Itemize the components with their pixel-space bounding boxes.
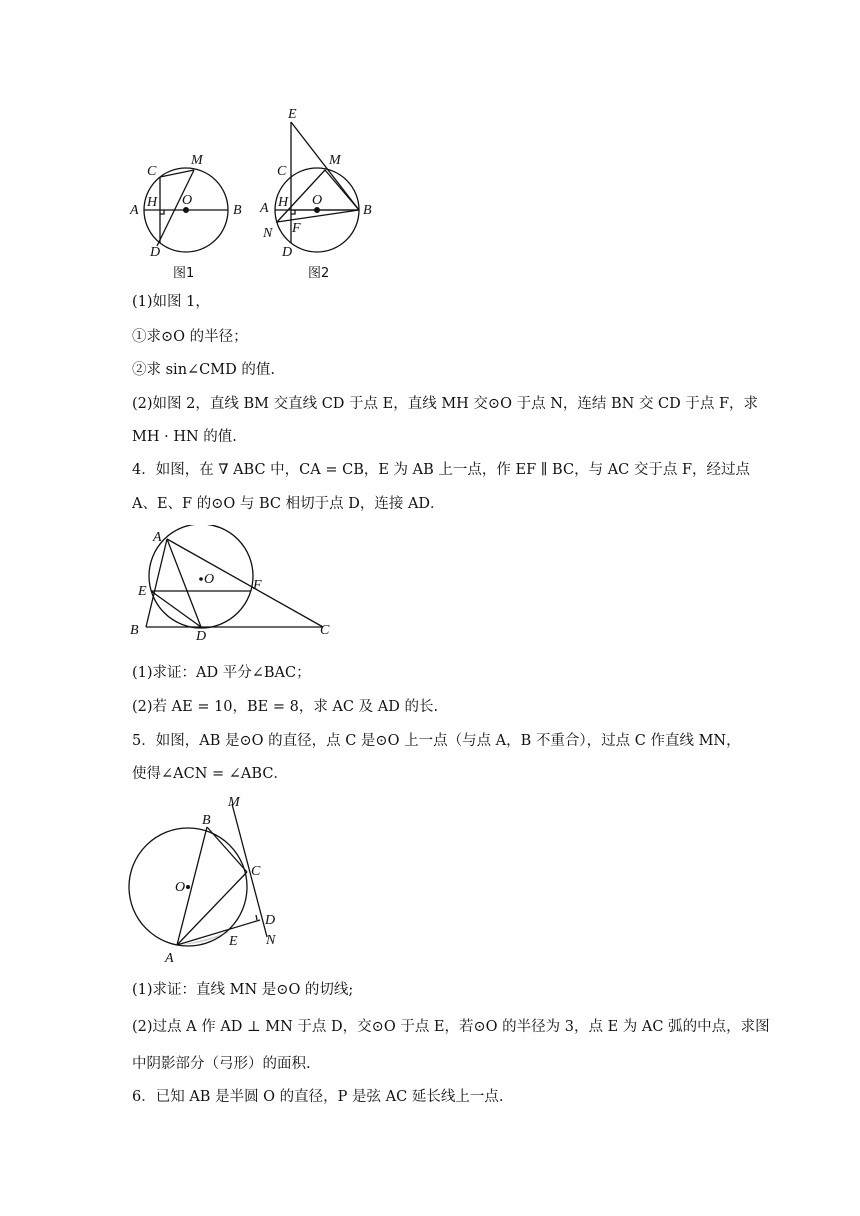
q3-part2-line1: (2)如图 2，直线 BM 交直线 CD 于点 E，直线 MH 交⊙O 于点 N，连结 BN 交 CD 于点 F，求 xyxy=(132,396,759,412)
q3-part2-line2: MH · HN 的值. xyxy=(132,429,237,445)
q4-part2: (2)若 AE = 10，BE = 8，求 AC 及 AD 的长. xyxy=(132,699,439,715)
fig1-label-B: B xyxy=(233,203,242,218)
q4-label-O: O xyxy=(204,572,215,587)
fig2-label-H: H xyxy=(278,195,289,210)
fig2-label-C: C xyxy=(277,164,287,179)
q5-label-M: M xyxy=(228,795,240,810)
q4-label-D: D xyxy=(196,629,207,644)
figure-1-and-2 xyxy=(125,100,385,285)
q5-part2-line2: 中阴影部分（弓形）的面积. xyxy=(132,1056,311,1072)
q5-label-E: E xyxy=(229,934,238,949)
q4-label-A: A xyxy=(153,530,162,545)
fig2-label-B: B xyxy=(363,203,372,218)
q5-label-C: C xyxy=(251,864,261,879)
q5-part2-line1: (2)过点 A 作 AD ⊥ MN 于点 D，交⊙O 于点 E，若⊙O 的半径为 3，点 E 为 AC 弧的中点，求图 xyxy=(132,1019,770,1035)
q6-stem: 6．已知 AB 是半圆 O 的直径，P 是弦 AC 延长线上一点. xyxy=(132,1089,504,1105)
q4-part1: (1)求证：AD 平分∠BAC； xyxy=(132,665,311,681)
fig1-label-C: C xyxy=(147,164,157,179)
fig2-caption: 图2 xyxy=(308,266,330,281)
q3-sub1: ①求⊙O 的半径； xyxy=(132,329,248,345)
fig2-label-D: D xyxy=(282,245,293,260)
q4-stem-line1: 4．如图，在 ∇ ABC 中，CA = CB，E 为 AB 上一点，作 EF ∥ BC，与 AC 交于点 F，经过点 xyxy=(132,462,751,478)
q5-stem-line2: 使得∠ACN = ∠ABC． xyxy=(132,766,288,782)
q4-stem-line2: A、E、F 的⊙O 与 BC 相切于点 D，连接 AD． xyxy=(132,496,445,512)
q3-sub2: ②求 sin∠CMD 的值. xyxy=(132,362,275,378)
q4-figure xyxy=(125,525,340,645)
fig2-label-N: N xyxy=(263,226,273,241)
fig2-label-M: M xyxy=(329,153,341,168)
fig1-label-H: H xyxy=(147,195,158,210)
q3-part1: (1)如图 1， xyxy=(132,294,210,310)
q4-label-B: B xyxy=(130,623,139,638)
q5-stem-line1: 5．如图，AB 是⊙O 的直径，点 C 是⊙O 上一点（与点 A，B 不重合），过点 C 作直线 MN， xyxy=(132,733,741,749)
q5-label-B: B xyxy=(202,813,211,828)
fig2-label-A: A xyxy=(260,201,269,216)
q4-label-F: F xyxy=(253,578,262,593)
q4-label-E: E xyxy=(138,584,147,599)
q5-figure xyxy=(125,792,290,967)
fig1-caption: 图1 xyxy=(173,266,195,281)
fig2-label-F: F xyxy=(292,221,301,236)
q5-label-N: N xyxy=(266,933,276,948)
fig1-label-O: O xyxy=(182,193,193,208)
fig2-label-O: O xyxy=(312,193,323,208)
figure-2 xyxy=(259,107,372,281)
figure-1 xyxy=(129,153,242,281)
fig1-label-M: M xyxy=(191,153,203,168)
q5-label-O: O xyxy=(175,880,186,895)
fig1-label-A: A xyxy=(130,203,139,218)
q5-part1: (1)求证：直线 MN 是⊙O 的切线; xyxy=(132,982,354,998)
q4-label-C: C xyxy=(320,623,330,638)
q5-label-A: A xyxy=(165,951,174,966)
fig2-label-E: E xyxy=(288,107,297,122)
q5-label-D: D xyxy=(265,913,276,928)
fig1-label-D: D xyxy=(150,245,161,260)
